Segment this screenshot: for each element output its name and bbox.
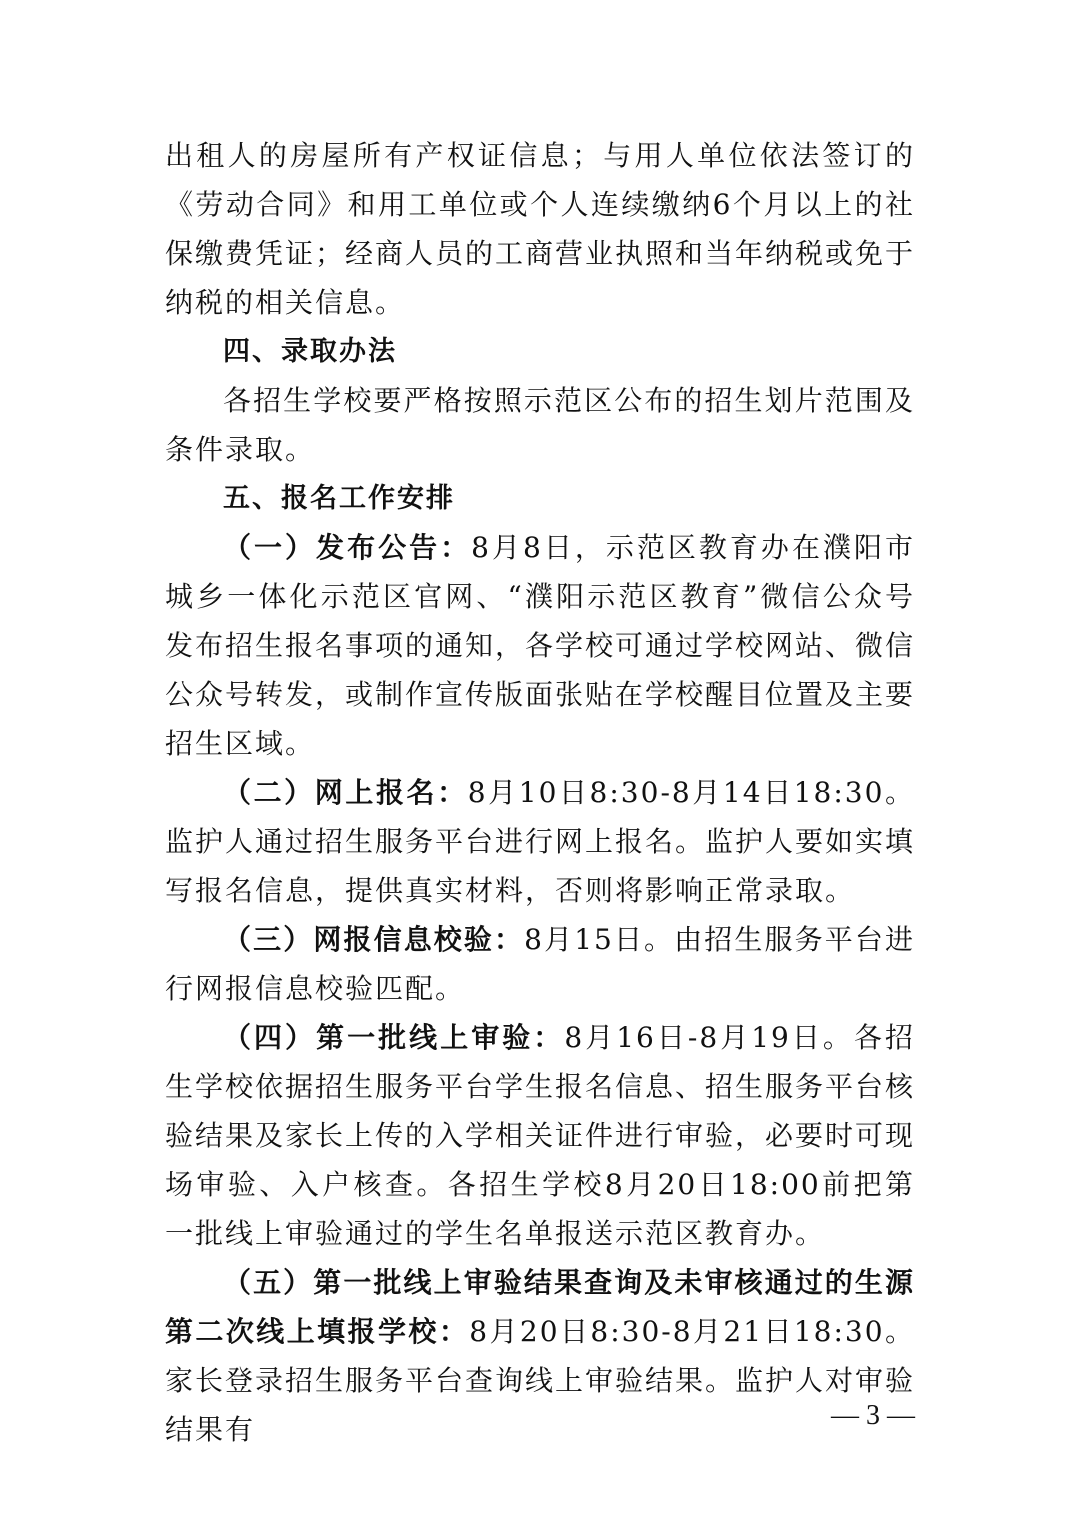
subsection-body-online-registration: 8月10日8:30-8月14日18:30。监护人通过招生服务平台进行网上报名。监护人要如实填写报名信息，提供真实材料，否则将影响正常录取。 <box>165 776 916 907</box>
paragraph-announcement <box>165 523 915 768</box>
subsection-body-first-online-review: 8月16日-8月19日。各招生学校依据招生服务平台学生报名信息、招生服务平台核验结果及家长上传的入学相关证件进行审验，必要时可现场审验、入户核查。各招生学校8月20日18:00前把第一批线上审验通过的学生名单报送示范区教育办。 <box>165 1021 916 1250</box>
subsection-title-review-result-query: （五）第一批线上审验结果查询及未审核通过的生源第二次线上填报学校： <box>165 1266 915 1348</box>
paragraph-continuation: 出租人的房屋所有产权证信息；与用人单位依法签订的《劳动合同》和用工单位或个人连续缴纳6个月以上的社保缴费凭证；经商人员的工商营业执照和当年纳税或免于纳税的相关信息。 <box>165 139 916 319</box>
subsection-body-review-result-query: 8月20日8:30-8月21日18:30。家长登录招生服务平台查询线上审验结果。监护人对审验结果有 <box>165 1315 916 1446</box>
subsection-body-announcement: 8月8日，示范区教育办在濮阳市城乡一体化示范区官网、“濮阳示范区教育”微信公众号发布招生报名事项的通知，各学校可通过学校网站、微信公众号转发，或制作宣传版面张贴在学校醒目位置及主要招生区域。 <box>165 531 916 760</box>
document-body <box>165 131 915 1454</box>
paragraph-admission-method: 各招生学校要严格按照示范区公布的招生划片范围及条件录取。 <box>165 384 915 466</box>
subsection-title-info-verification: （三）网报信息校验： <box>223 923 525 956</box>
paragraph-online-registration <box>165 768 915 915</box>
section-heading-registration-schedule: 五、报名工作安排 <box>223 483 455 514</box>
section-heading-admission-method: 四、录取办法 <box>223 336 397 367</box>
subsection-title-online-registration: （二）网上报名： <box>223 776 468 809</box>
paragraph-first-online-review <box>165 1013 915 1258</box>
page-number: — 3 — <box>831 1400 915 1431</box>
subsection-title-announcement: （一）发布公告： <box>223 531 472 564</box>
paragraph-info-verification <box>165 915 915 1013</box>
subsection-title-first-online-review: （四）第一批线上审验： <box>223 1021 565 1054</box>
subsection-body-info-verification: 8月15日。由招生服务平台进行网报信息校验匹配。 <box>165 923 915 1005</box>
